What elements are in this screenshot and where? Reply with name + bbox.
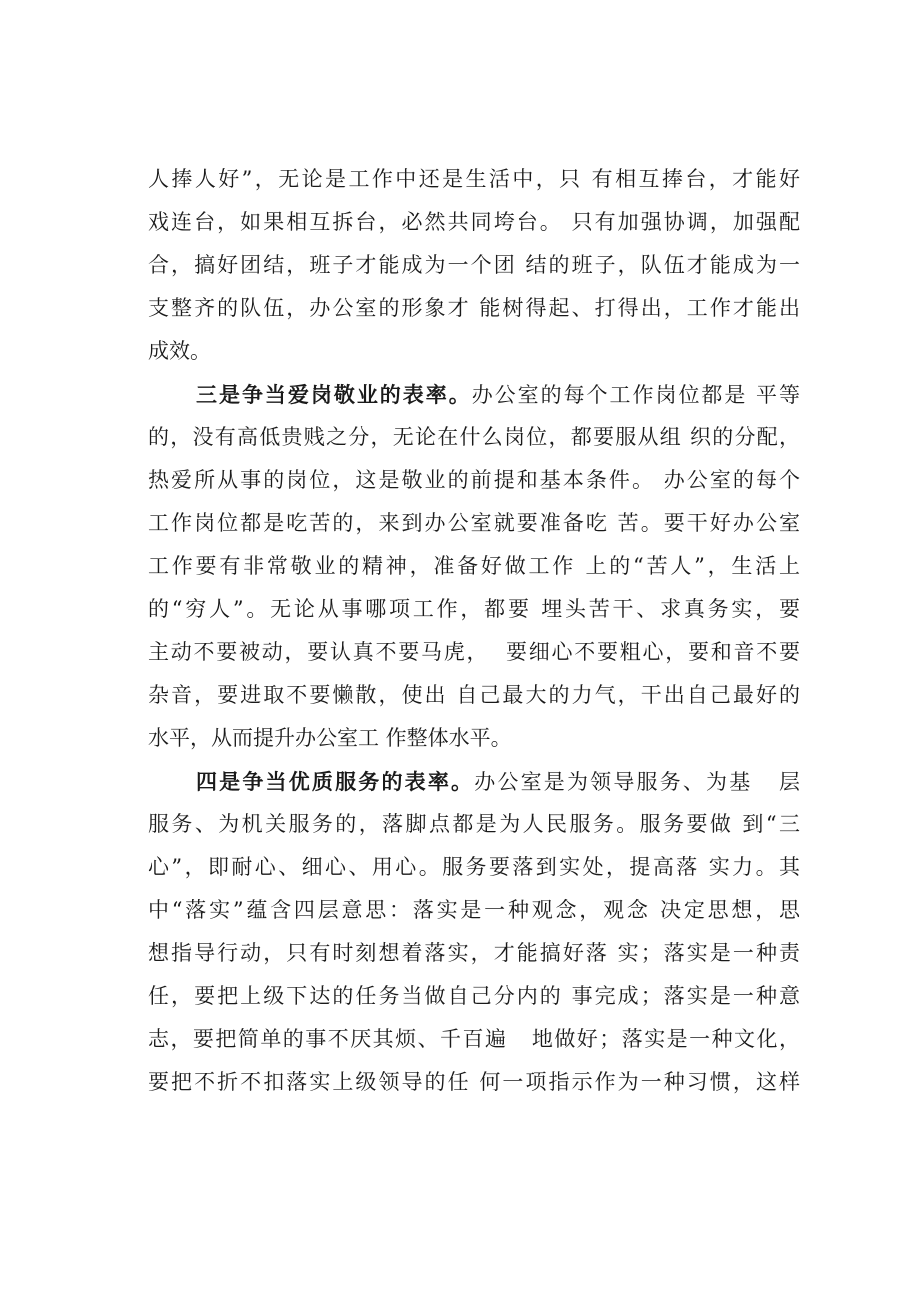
text-line: 人捧人好”，无论是工作中还是生活中，只 有相互捧台，才能好: [148, 167, 800, 191]
paragraph-unity: [148, 158, 800, 373]
text-line: 杂音，要进取不要懒散，使出 自己最大的力气，干出自己最好的: [148, 683, 800, 707]
text-line: 成效。: [148, 339, 211, 363]
text-line-first: [148, 373, 800, 416]
text-line: 合，搞好团结，班子才能成为一个团 结的班子，队伍才能成为一: [148, 253, 800, 277]
text-line: 志，要把简单的事不厌其烦、千百遍 地做好；落实是一种文化，: [148, 1027, 800, 1051]
paragraph-heading: 三是争当爱岗敬业的表率。: [196, 382, 472, 407]
paragraph-heading: 四是争当优质服务的表率。: [196, 769, 475, 794]
text-line: 工作岗位都是吃苦的，来到办公室就要准备吃 苦。要干好办公室: [148, 511, 800, 535]
text-line: 任，要把上级下达的任务当做自己分内的 事完成；落实是一种意: [148, 984, 800, 1008]
text-line: 支整齐的队伍，办公室的形象才 能树得起、打得出，工作才能出: [148, 296, 800, 320]
text-line: 戏连台，如果相互拆台，必然共同垮台。 只有加强协调，加强配: [148, 210, 800, 234]
text-line: 工作要有非常敬业的精神，准备好做工作 上的“苦人”，生活上: [148, 554, 800, 578]
text-line-first: [148, 760, 800, 803]
text-line: 的“穷人”。无论从事哪项工作，都要 埋头苦干、求真务实，要: [148, 597, 800, 621]
text-line: 热爱所从事的岗位，这是敬业的前提和基本条件。 办公室的每个: [148, 468, 800, 492]
text-line: 的，没有高低贵贱之分，无论在什么岗位，都要服从组 织的分配，: [148, 425, 800, 449]
paragraph-service: [148, 760, 800, 1104]
text-line: 水平，从而提升办公室工 作整体水平。: [148, 726, 512, 750]
text-run: 办公室是为领导服务、为基 层: [474, 770, 801, 794]
text-run: 办公室的每个工作岗位都是 平等: [471, 383, 800, 407]
document-body: [148, 158, 800, 1104]
text-line: 服务、为机关服务的，落脚点都是为人民服务。服务要做 到“三: [148, 812, 800, 836]
text-line: 主动不要被动，要认真不要马虎， 要细心不要粗心，要和音不要: [148, 640, 800, 664]
paragraph-dedication: [148, 373, 800, 760]
text-line: 想指导行动，只有时刻想着落实，才能搞好落 实；落实是一种责: [148, 941, 800, 965]
text-line: 心”，即耐心、细心、用心。服务要落到实处，提高落 实力。其: [148, 855, 800, 879]
text-line: 中“落实”蕴含四层意思：落实是一种观念，观念 决定思想，思: [148, 898, 800, 922]
text-line: 要把不折不扣落实上级领导的任 何一项指示作为一种习惯，这样: [148, 1070, 800, 1094]
